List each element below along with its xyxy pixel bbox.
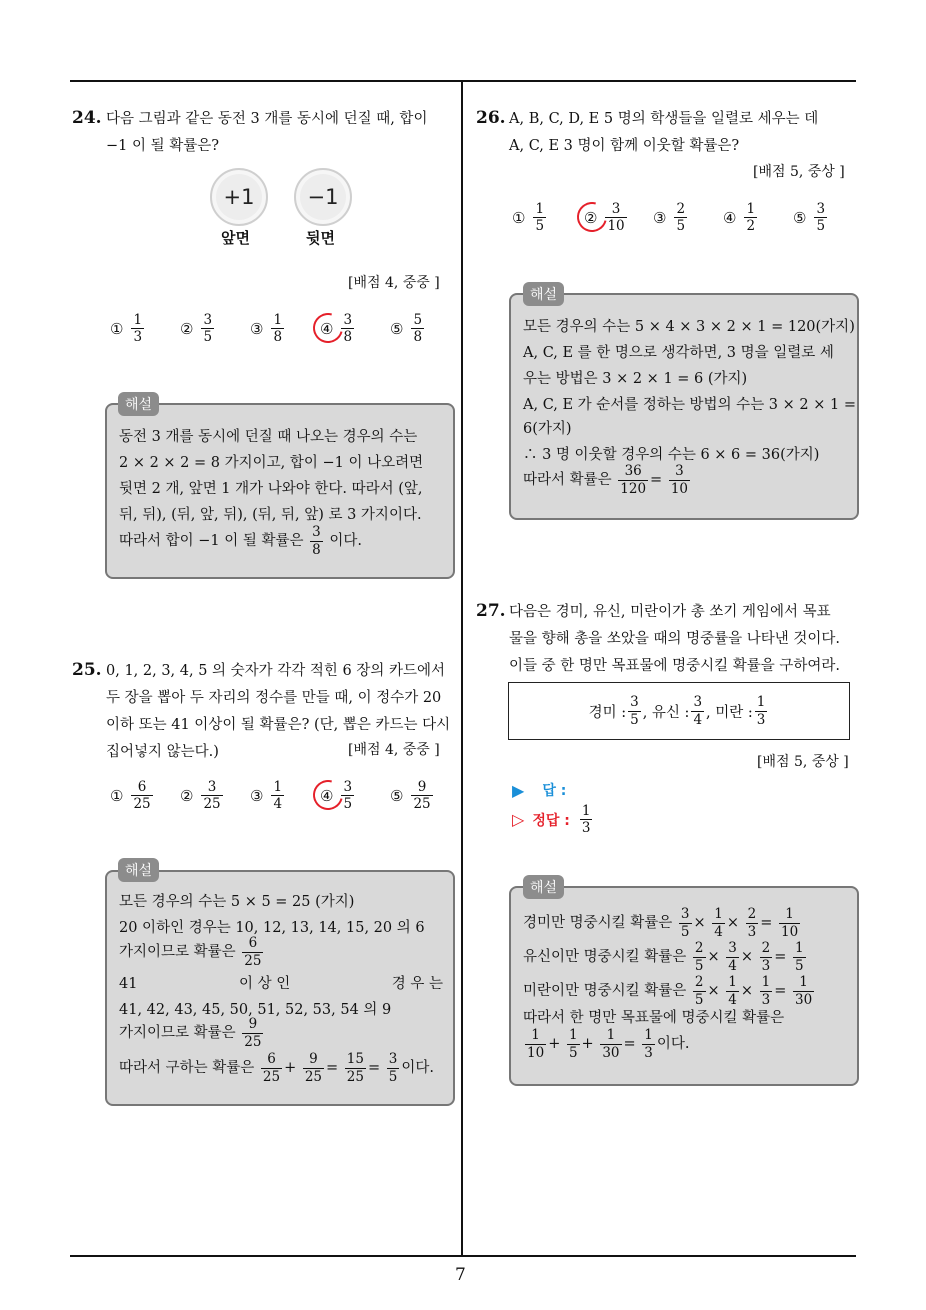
explanation-line: 20 이하인 경우는 10, 12, 13, 14, 15, 20 의 6 bbox=[119, 920, 425, 936]
choice-fraction: $\frac{3}{5}$ bbox=[203, 312, 213, 346]
explanation-line: 뒤, 뒤), (뒤, 앞, 뒤), (뒤, 뒤, 앞) 로 3 가지이다. bbox=[119, 507, 422, 523]
correct-answer-value: $\frac{1}{3}$ bbox=[581, 803, 591, 837]
choice-1[interactable] bbox=[512, 202, 548, 233]
explanation-line: A, C, E 가 순서를 정하는 방법의 수는 3 × 2 × 1 = bbox=[523, 397, 856, 413]
explanation-box bbox=[509, 293, 859, 520]
column-divider bbox=[461, 82, 463, 1257]
explanation-row-sum: $\frac{1}{10}$ + $\frac{1}{5}$ + $\frac{1}{30}$ = $\frac{1}{3}$ 이다. bbox=[527, 1027, 690, 1061]
question-text-line: 물을 향해 총을 쏘았을 때의 명중률을 나타낸 것이다. bbox=[509, 631, 841, 647]
coin-back-label: 뒷면 bbox=[306, 229, 335, 247]
choice-number: ② bbox=[180, 319, 194, 338]
question-text-line: 0, 1, 2, 3, 4, 5 의 숫자가 각각 적힌 6 장의 카드에서 bbox=[106, 663, 446, 679]
question-text-line: 집어넣지 않는다.) bbox=[106, 744, 219, 760]
explanation-line: 가지이므로 확률은 $\frac{6}{25}$ bbox=[119, 935, 262, 969]
choice-2-selected[interactable] bbox=[584, 202, 629, 233]
choice-5[interactable] bbox=[390, 313, 426, 344]
choice-fraction: $\frac{9}{25}$ bbox=[413, 779, 431, 813]
choice-number: ⑤ bbox=[793, 208, 807, 227]
choice-number: ① bbox=[110, 786, 124, 805]
explanation-tag: 해설 bbox=[523, 875, 564, 899]
choice-fraction: $\frac{2}{5}$ bbox=[676, 201, 686, 235]
explanation-box bbox=[105, 403, 455, 579]
question-text bbox=[106, 106, 452, 160]
choice-number: ③ bbox=[653, 208, 667, 227]
choice-number: ⑤ bbox=[390, 319, 404, 338]
explanation-line: 모든 경우의 수는 5 × 4 × 3 × 2 × 1 = 120(가지) bbox=[523, 319, 855, 335]
choice-number: ④ bbox=[320, 786, 334, 805]
choice-2[interactable] bbox=[180, 313, 216, 344]
choice-4-selected[interactable] bbox=[320, 313, 356, 344]
explanation-line: 우는 방법은 3 × 2 × 1 = 6 (가지) bbox=[523, 371, 748, 387]
question-text-line: 이하 또는 41 이상이 될 확률은? (단, 뽑은 카드는 다시 bbox=[106, 717, 451, 733]
explanation-line: 6(가지) bbox=[523, 421, 572, 437]
score-label: [배점 4, 중중 ] bbox=[348, 275, 440, 291]
hit-rate-box: 경미 : $\frac{3}{5}$ , 유신 : $\frac{3}{4}$ , 미란 : $\frac{1}{3}$ bbox=[508, 682, 850, 740]
choice-5[interactable] bbox=[793, 202, 829, 233]
top-rule bbox=[70, 80, 856, 82]
explanation-line: 41, 42, 43, 45, 50, 51, 52, 53, 54 의 9 bbox=[119, 1002, 392, 1018]
choice-4[interactable] bbox=[723, 202, 759, 233]
score-label: [배점 4, 중중 ] bbox=[348, 742, 440, 758]
explanation-box bbox=[509, 886, 859, 1086]
question-text-line: 다음은 경미, 유신, 미란이가 총 쏘기 게임에서 목표 bbox=[509, 604, 831, 620]
question-text bbox=[509, 599, 859, 680]
choice-number: ③ bbox=[250, 319, 264, 338]
explanation-line: 동전 3 개를 동시에 던질 때 나오는 경우의 수는 bbox=[119, 429, 418, 445]
play-triangle-icon: ▶ bbox=[512, 780, 525, 800]
explanation-line: 모든 경우의 수는 5 × 5 = 25 (가지) bbox=[119, 894, 355, 910]
choice-fraction: $\frac{3}{5}$ bbox=[816, 201, 826, 235]
choice-number: ① bbox=[512, 208, 526, 227]
explanation-line: 따라서 한 명만 목표물에 명중시킬 확률은 bbox=[523, 1010, 785, 1026]
choice-2[interactable] bbox=[180, 780, 225, 811]
score-label: [배점 5, 중상 ] bbox=[757, 754, 849, 770]
choice-fraction: $\frac{1}{5}$ bbox=[535, 201, 545, 235]
choice-5[interactable] bbox=[390, 780, 435, 811]
question-text-line: −1 이 될 확률은? bbox=[106, 138, 220, 154]
question-text-line: 이들 중 한 명만 목표물에 명중시킬 확률을 구하여라. bbox=[509, 658, 841, 674]
explanation-row-3: 미란이만 명중시킬 확률은 $\frac{2}{5}$ × $\frac{1}{4}$ × $\frac{1}{3}$ = $\frac{1}{30}$ bbox=[523, 974, 813, 1008]
outline-triangle-icon: ▷ bbox=[512, 810, 525, 830]
explanation-line: 41 이 상 인 경 우 는 bbox=[119, 976, 443, 992]
choice-number: ④ bbox=[723, 208, 737, 227]
explanation-row-1: 경미만 명중시킬 확률은 $\frac{3}{5}$ × $\frac{1}{4}$ × $\frac{2}{3}$ = $\frac{1}{10}$ bbox=[523, 906, 799, 940]
answer-label: 답 : bbox=[542, 783, 567, 799]
choice-number: ② bbox=[180, 786, 194, 805]
question-number: 25. bbox=[72, 660, 102, 680]
choice-number: ① bbox=[110, 319, 124, 338]
explanation-line: A, C, E 를 한 명으로 생각하면, 3 명을 일렬로 세 bbox=[523, 345, 834, 361]
coin-front-image: +1 bbox=[210, 168, 268, 226]
choice-fraction: $\frac{1}{3}$ bbox=[133, 312, 143, 346]
question-text-line: A, B, C, D, E 5 명의 학생들을 일렬로 세우는 데 bbox=[509, 111, 819, 127]
correct-answer-label: 정답 : bbox=[532, 812, 570, 829]
choice-fraction: $\frac{1}{4}$ bbox=[273, 779, 283, 813]
choice-fraction: $\frac{5}{8}$ bbox=[413, 312, 423, 346]
choice-fraction: $\frac{6}{25}$ bbox=[133, 779, 151, 813]
explanation-line: ∴ 3 명 이웃할 경우의 수는 6 × 6 = 36(가지) bbox=[523, 447, 820, 463]
choice-number: ⑤ bbox=[390, 786, 404, 805]
question-text-line: 다음 그림과 같은 동전 3 개를 동시에 던질 때, 합이 bbox=[106, 111, 428, 127]
question-number: 26. bbox=[476, 108, 506, 128]
choice-fraction: $\frac{3}{8}$ bbox=[343, 312, 353, 346]
bottom-rule bbox=[70, 1255, 856, 1257]
choice-fraction: $\frac{1}{2}$ bbox=[746, 201, 756, 235]
question-text-line: A, C, E 3 명이 함께 이웃할 확률은? bbox=[509, 138, 740, 154]
question-text bbox=[509, 106, 857, 160]
choice-1[interactable] bbox=[110, 780, 155, 811]
choice-fraction: $\frac{1}{8}$ bbox=[273, 312, 283, 346]
choice-number: ④ bbox=[320, 319, 334, 338]
question-number: 27. bbox=[476, 601, 506, 621]
choice-fraction: $\frac{3}{25}$ bbox=[203, 779, 221, 813]
question-number: 24. bbox=[72, 108, 102, 128]
answer-row[interactable] bbox=[512, 780, 566, 800]
choice-3[interactable] bbox=[250, 313, 286, 344]
explanation-line: 2 × 2 × 2 = 8 가지이고, 합이 −1 이 나오려면 bbox=[119, 455, 424, 471]
correct-answer-row bbox=[512, 804, 594, 835]
score-label: [배점 5, 중상 ] bbox=[753, 164, 845, 180]
choice-4-selected[interactable] bbox=[320, 780, 356, 811]
choice-fraction: $\frac{3}{10}$ bbox=[607, 201, 625, 235]
explanation-row-2: 유신이만 명중시킬 확률은 $\frac{2}{5}$ × $\frac{3}{4}$ × $\frac{2}{3}$ = $\frac{1}{5}$ bbox=[523, 940, 804, 974]
choice-3[interactable] bbox=[250, 780, 286, 811]
coin-back-image: −1 bbox=[294, 168, 352, 226]
choice-1[interactable] bbox=[110, 313, 146, 344]
explanation-box bbox=[105, 870, 455, 1106]
choice-number: ② bbox=[584, 208, 598, 227]
coin-front-label: 앞면 bbox=[221, 229, 250, 247]
explanation-tag: 해설 bbox=[118, 392, 159, 416]
explanation-line: 따라서 확률은 $\frac{36}{120}$ = $\frac{3}{10}$ bbox=[523, 463, 688, 497]
choice-number: ③ bbox=[250, 786, 264, 805]
explanation-tag: 해설 bbox=[523, 282, 564, 306]
explanation-line: 따라서 합이 −1 이 될 확률은 $\frac{3}{8}$ 이다. bbox=[119, 524, 362, 558]
page-number: 7 bbox=[455, 1265, 466, 1285]
choice-3[interactable] bbox=[653, 202, 689, 233]
explanation-line: 따라서 구하는 확률은 $\frac{6}{25}$ + $\frac{9}{25}$ = $\frac{15}{25}$ = $\frac{3}{5}$ 이다. bbox=[119, 1051, 434, 1085]
explanation-tag: 해설 bbox=[118, 858, 159, 882]
question-text-line: 두 장을 뽑아 두 자리의 정수를 만들 때, 이 정수가 20 bbox=[106, 690, 442, 706]
explanation-line: 가지이므로 확률은 $\frac{9}{25}$ bbox=[119, 1016, 262, 1050]
explanation-line: 뒷면 2 개, 앞면 1 개가 나와야 한다. 따라서 (앞, bbox=[119, 481, 423, 497]
choice-fraction: $\frac{3}{5}$ bbox=[343, 779, 353, 813]
